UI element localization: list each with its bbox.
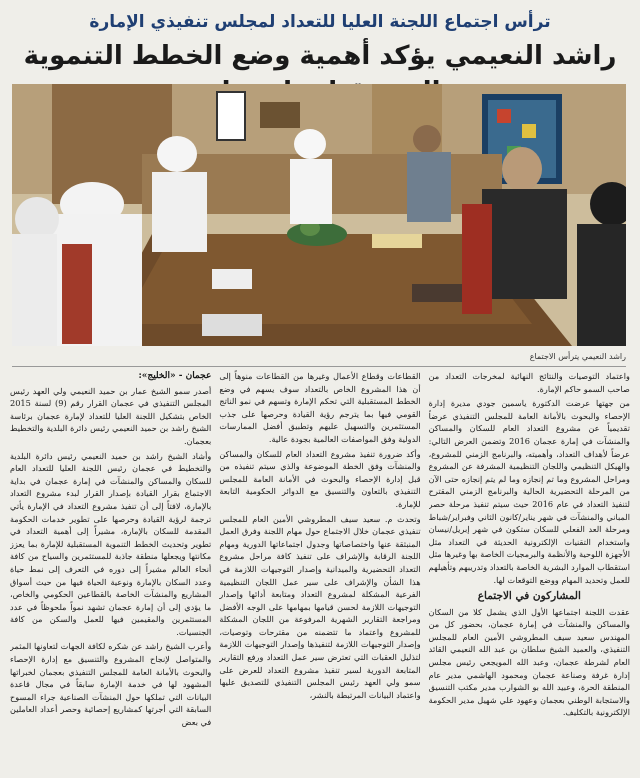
column-right bbox=[10, 370, 211, 772]
article-body bbox=[10, 370, 630, 772]
kicker: ترأس اجتماع اللجنة العليا للتعداد لمجلس تنفيذي الإمارة bbox=[89, 12, 551, 32]
subheading: المشاركون في الاجتماع bbox=[477, 590, 581, 603]
paragraph: وتحدث م. سعيد سيف المطروشي الأمين العام للمجلس تنفيذي عجمان خلال الاجتماع حول مهام اللجنة وفرق العمل المنبثقة عنها واختصاصاتها وجدول اجتماعاتها الدورية ومهام اللجنة الرقابة والإشراف على تنفيذ كافة مراحل مشروع التعداد التحضيرية والميدانية وإصدار التوجيهات اللازمة في هذا الشأن والإشراف على سير عمل اللجان التنظيمية الفرعية المشكلة لمشروع التعداد ومتابعة أدائها وإصدار التوجيهات اللازمة لحسن قيامها بمهامها على الوجه الأفضل ومراجعة التقارير الشهرية المرفوعة من اللجان المشكلة للمشروع واعتماد ما تتضمنه من مقترحات وتوصيات، وإصدار التوجيهات اللازمة لتنفيذها وإصدار التوجيهات اللازمة لتذليل العقبات التي تعترض سير عمل التعداد ورفع التقارير المتابعة الدورية لسير تنفيذ مشروع التعداد للعرض على سمو ولي العهد رئيس المجلس التنفيذي للتصديق عليها واعتماد البيانات المرتبطة بالنشر، bbox=[219, 513, 421, 700]
paragraph: وأعرب الشيخ راشد عن شكره لكافة الجهات لتعاونها المثمر والمتواصل لإنجاح المشروع والتنسيق مع إدارة الإحصاء والبحوث بالأمانة العامة للمجلس التنفيذي بعجمان لخبراتها المشهود لها في خدمة الإمارة سابقاً في مجال قاعدة البيانات التي تملكها حول المنشآت الصناعية جراء المسوح السابقة التي أجرتها كمشاريع إحصائية وحصر أعداد العاملين في بعض bbox=[10, 641, 212, 728]
headline: راشد النعيمي يؤكد أهمية وضع الخطط التنموية bbox=[23, 41, 617, 71]
dateline: عجمان - «الخليج»: bbox=[138, 371, 212, 381]
column-middle bbox=[219, 370, 420, 772]
paragraph: وأكد ضرورة تنفيذ مشروع التعداد العام للسكان والمساكن والمنشآت وفق الخطة الموضوعة والذي سيتم تنفيذه من قبل إدارة الإحصاء والبحوث في الأمانة العامة للمجلس التنفيذي بالتعاون والتنسيق مع الدوائر الحكومية التابعة للإمارة. bbox=[219, 448, 421, 509]
paragraph: أصدر سمو الشيخ عمار بن حميد النعيمي ولي العهد رئيس المجلس التنفيذي في عجمان القرار رقم (9) لسنة 2015 الخاص بتشكيل اللجنة العليا للتعداد لإمارة عجمان برئاسة الشيخ راشد بن حميد النعيمي رئيس دائرة البلدية والتخطيط بعجمان. bbox=[10, 385, 212, 446]
column-left bbox=[429, 370, 630, 772]
paragraph: واعتماد التوصيات والنتائج النهائية لمخرجات التعداد من صاحب السمو حاكم الإمارة. bbox=[428, 371, 630, 394]
paragraph: وأشاد الشيخ راشد بن حميد النعيمي رئيس دائرة البلدية والتخطيط في عجمان رئيس اللجنة العليا للتعداد العام للسكان والمساكن والمنشآت في إمارة عجمان في بداية الاجتماع بقرار القيادة بإصدار القرار لبدء مشروع التعداد بالإمارة، لافتاً إلى أن تنفيذ مشروع التعداد في الإمارة يأتي ترجمة لرؤية القيادة وحرصها على تطوير خدمات الحكومة المقدمة للسكان بالإمارة، مشيراً إلى أهمية التعداد في تطوير وتحديث الخطط التنموية المستقبلية للإمارة بما يعزز مكانتها ويجعلها منطقة جاذبة للمستثمرين والسياح من كافة أنحاء العالم مشيراً إلى دوره في التعرف إلى نمط حياة وعدد السكان بالإمارة ونوعية الحياة فيها من حيث أسواق المشاريع والمنشآت الخاصة بالقطاعين الحكومي والخاص، ما يؤدي إلى أن إمارة عجمان تشهد نمواً ملحوظاً في عدد المستثمرين والمقيمين فيها للعمل والسكن من كافة الجنسيات. bbox=[10, 450, 212, 637]
meeting-photo-illustration bbox=[12, 84, 626, 346]
photo-caption: راشد النعيمي يترأس الاجتماع bbox=[529, 352, 626, 361]
paragraph: من جهتها عرضت الدكتورة ياسمين جودي مديرة إدارة الإحصاء والبحوث بالأمانة العامة للمجلس التنفيذي عرضاً تقديمياً عن مشروع التعداد العام للسكان والمساكن والمنشآت في إمارة عجمان 2016 وتضمن العرض التالي: عرضاً لأهداف التعداد، وأهميته، والبرنامج الزمني للمشروع، والهيكل التنظيمي واللجان التنظيمية المشرفة عن المشروع ومراحل المشروع وما تم إنجازه وما لم يتم إنجازه حتى الآن من المرحلة التحضيرية الحالية والبرنامج الزمني المقترح لتنفيذ التعداد في عام 2016 حيث سيتم تنفيذ مرحلة حصر المباني والمنشآت في شهر يناير/كانون الثاني وفبراير/شباط ومرحلة العد الفعلي للسكان ستكون في شهر إبريل/نيسان واستخدام التقنيات الإلكترونية الحديثة في التعداد مثل الأجهزة اللوحية والأنظمة والبرمجيات الخاصة بها وغيرها مثل استقطاب الموارد البشرية الخاصة بالتعداد وتدريبهم وتأهيلهم للعمل وتحديد المهام ووضع التوقعات لها. bbox=[428, 398, 630, 585]
paragraph: عقدت اللجنة اجتماعها الأول الذي يشمل كلا من السكان والمساكن والمنشآت في إمارة عجمان، بحضور كل من المهندس سعيد سيف المطروشي الأمين العام للمجلس التنفيذي، والعميد الشيخ سلطان بن عبد الله النعيمي القائد العام لشرطة عجمان، وعبد الله المويجعي رئيس مجلس إدارة غرفة وصناعة عجمان ومحمود الهاشمي مدير عام المنطقة الحرة، وعبيد الله بو الشوارب مدير مكتب التنسيق والاستجابة الوطني بعجمان وعهود علي شهيل مدير الحكومة الإلكترونية بالتكليف. bbox=[428, 606, 630, 718]
divider bbox=[12, 366, 626, 367]
paragraph: القطاعات وقطاع الأعمال وغيرها من القطاعات منوهاً إلى أن هذا المشروع الخاص بالتعداد سوف يسهم في وضع الخطط المستقبلية التي تحكم الإمارة وتسهم في نمو الناتج القومي فيها بما يترجم رؤية القيادة وحرصها على جذب المستثمرين والتسهيل عليهم وتطبيق أفضل الممارسات الدولية وفق المواصفات العالمية بجودة عالية. bbox=[219, 371, 421, 444]
meeting-photo bbox=[12, 84, 626, 346]
